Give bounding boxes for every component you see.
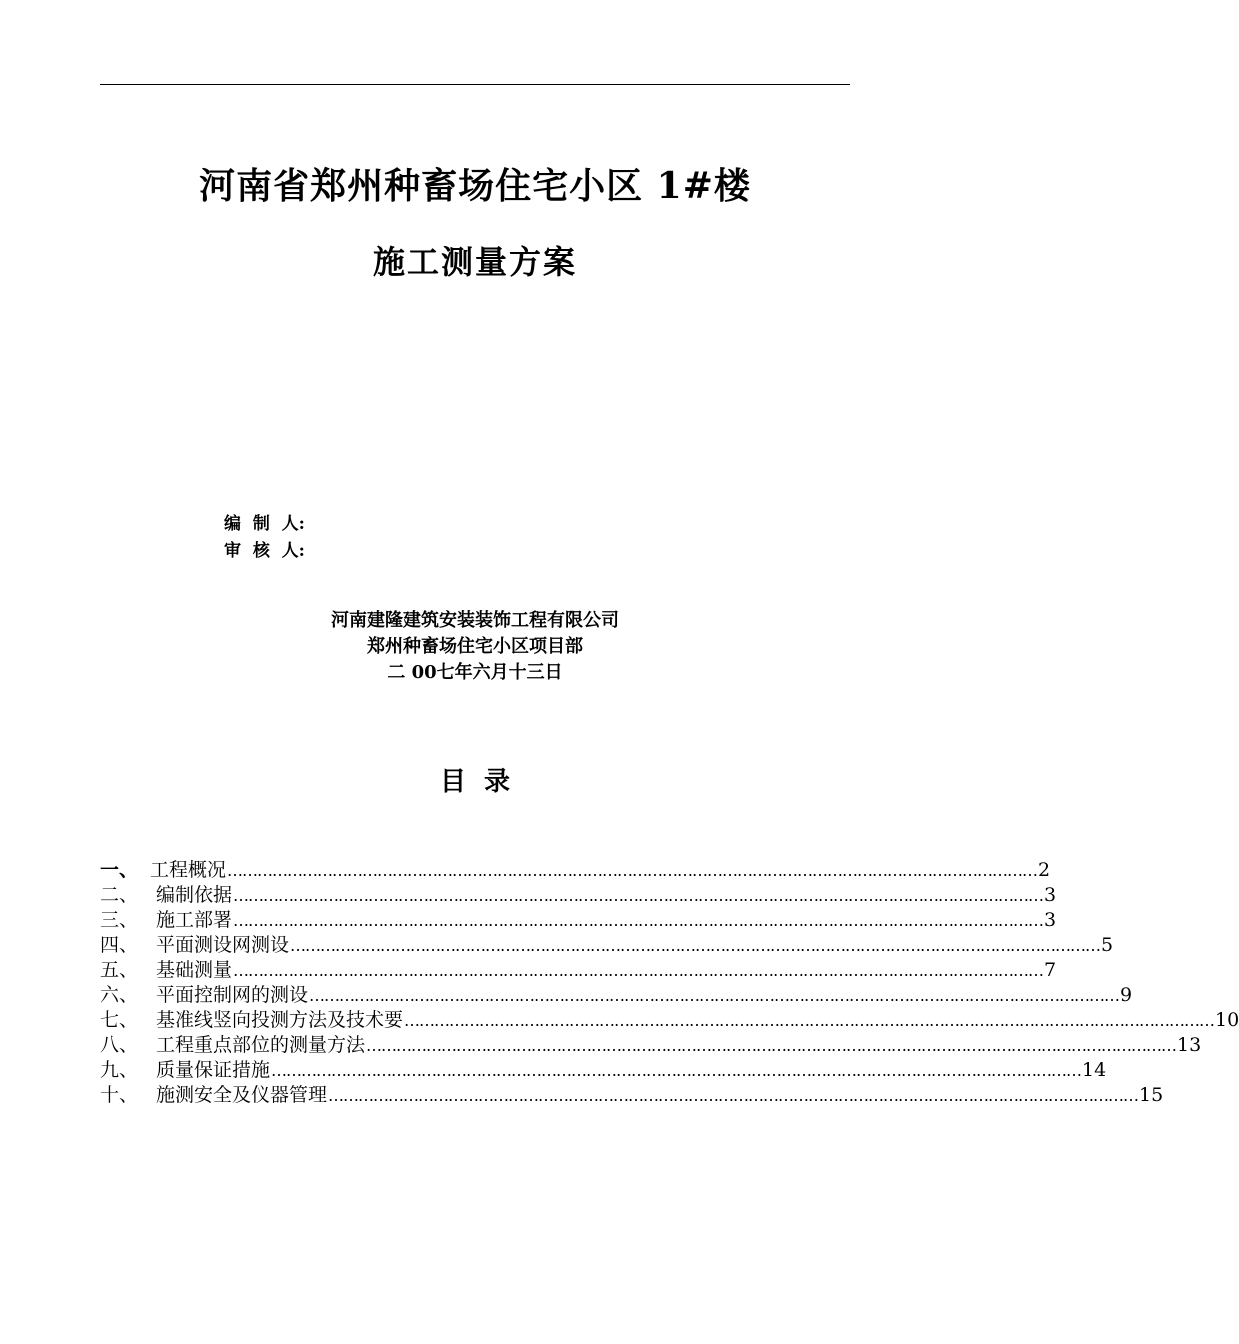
toc-item-label: 基础测量 xyxy=(156,959,233,981)
toc-item-number: 八、 xyxy=(100,1034,139,1056)
signature-block xyxy=(224,511,305,565)
toc-item[interactable] xyxy=(100,883,1057,908)
toc-item[interactable] xyxy=(100,1033,1202,1058)
toc-leader-dots: ……………………………………………………………………………………………………………………………………………… xyxy=(233,911,1044,930)
toc-item-page: 3 xyxy=(1044,909,1057,931)
toc-item[interactable] xyxy=(100,933,1114,958)
toc-item[interactable] xyxy=(100,958,1057,983)
toc-item-page: 14 xyxy=(1082,1059,1107,1081)
toc-item[interactable] xyxy=(100,1058,1107,1083)
company-block xyxy=(0,608,950,686)
toc-item-label: 施工部署 xyxy=(156,909,233,931)
toc-item-number: 七、 xyxy=(100,1009,139,1031)
toc-item-number: 十、 xyxy=(100,1084,139,1106)
toc-item-page: 15 xyxy=(1139,1084,1164,1106)
toc-leader-dots: ……………………………………………………………………………………………………………………………………………… xyxy=(366,1036,1177,1055)
toc-item-number: 三、 xyxy=(100,909,139,931)
toc-leader-dots: ……………………………………………………………………………………………………………………………………………… xyxy=(404,1011,1215,1030)
toc-leader-dots: ……………………………………………………………………………………………………………………………………………… xyxy=(233,961,1044,980)
toc-item-number: 六、 xyxy=(100,984,139,1006)
toc-item-number: 九、 xyxy=(100,1059,139,1081)
document-date: 二 00七年六月十三日 xyxy=(387,662,563,683)
toc-item-number: 五、 xyxy=(100,959,139,981)
toc-item-page: 2 xyxy=(1038,859,1051,881)
toc-item[interactable] xyxy=(100,1083,1164,1108)
toc-item-page: 3 xyxy=(1044,884,1057,906)
toc-item-label: 平面测设网测设 xyxy=(156,934,290,956)
toc-item[interactable] xyxy=(100,858,1051,883)
toc-item[interactable] xyxy=(100,1008,1239,1033)
toc-item-page: 9 xyxy=(1120,984,1133,1006)
toc-item-label: 基准线竖向投测方法及技术要 xyxy=(156,1009,404,1031)
toc-leader-dots: ……………………………………………………………………………………………………………………………………………… xyxy=(233,886,1044,905)
project-department: 郑州种畜场住宅小区项目部 xyxy=(367,636,583,657)
toc-item-number: 一、 xyxy=(100,859,139,881)
toc-item[interactable] xyxy=(100,908,1057,933)
toc-item-page: 5 xyxy=(1101,934,1114,956)
toc-leader-dots: ……………………………………………………………………………………………………………………………………………… xyxy=(271,1061,1082,1080)
header-rule xyxy=(100,84,850,85)
toc-item-label: 施测安全及仪器管理 xyxy=(156,1084,328,1106)
document-title: 河南省郑州种畜场住宅小区 1#楼 xyxy=(199,165,751,207)
table-of-contents xyxy=(100,858,1239,1108)
toc-item-page: 7 xyxy=(1044,959,1057,981)
toc-item[interactable] xyxy=(100,983,1133,1008)
document-subtitle: 施工测量方案 xyxy=(372,243,577,281)
company-name: 河南建隆建筑安装装饰工程有限公司 xyxy=(331,610,619,631)
toc-item-page: 13 xyxy=(1177,1034,1202,1056)
toc-leader-dots: ……………………………………………………………………………………………………………………………………………… xyxy=(309,986,1120,1005)
toc-leader-dots: ……………………………………………………………………………………………………………………………………………… xyxy=(227,861,1038,880)
toc-item-number: 二、 xyxy=(100,884,139,906)
toc-item-number: 四、 xyxy=(100,934,139,956)
toc-item-label: 工程概况 xyxy=(150,859,227,881)
reviewer-label: 审 核 人: xyxy=(224,541,305,561)
toc-item-label: 编制依据 xyxy=(156,884,233,906)
toc-item-label: 工程重点部位的测量方法 xyxy=(156,1034,366,1056)
toc-leader-dots: ……………………………………………………………………………………………………………………………………………… xyxy=(328,1086,1139,1105)
toc-item-page: 10 xyxy=(1215,1009,1239,1031)
toc-title: 目 录 xyxy=(439,767,511,797)
toc-item-label: 平面控制网的测设 xyxy=(156,984,309,1006)
toc-item-label: 质量保证措施 xyxy=(156,1059,271,1081)
compiler-label: 编 制 人: xyxy=(224,514,305,534)
toc-leader-dots: ……………………………………………………………………………………………………………………………………………… xyxy=(290,936,1101,955)
